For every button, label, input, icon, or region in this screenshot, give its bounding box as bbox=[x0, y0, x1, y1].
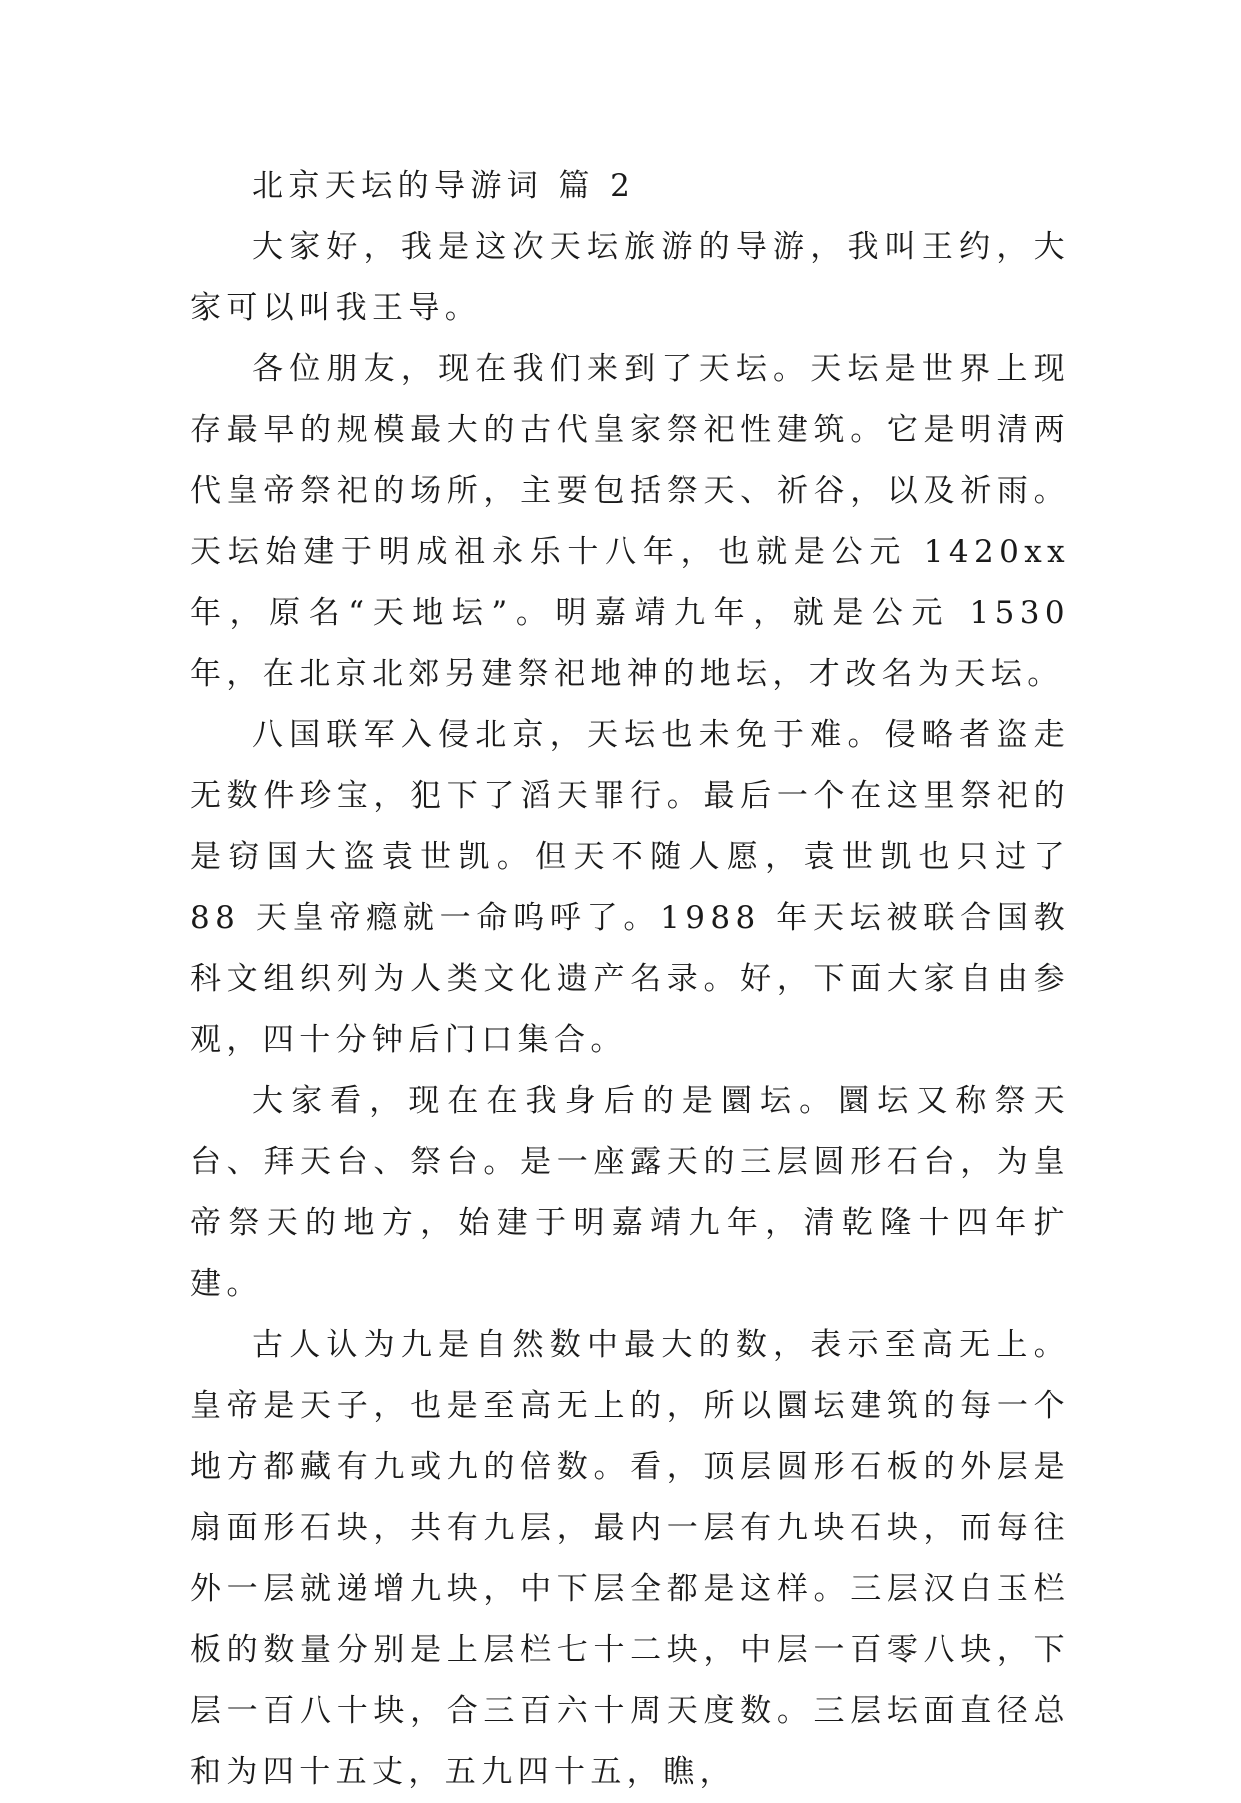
document-body bbox=[190, 156, 1070, 1803]
paragraph-invasion: 八国联军入侵北京，天坛也未免于难。侵略者盗走无数件珍宝，犯下了滔天罪行。最后一个在这里祭祀的是窃国大盗袁世凯。但天不随人愿，袁世凯也只过了 88 天皇帝瘾就一命呜呼了。1988 年天坛被联合国教科文组织列为人类文化遗产名录。好，下面大家自由参观，四十分钟后门口集合。 bbox=[190, 717, 1070, 1058]
document-title: 北京天坛的导游词 篇 2 bbox=[252, 168, 636, 204]
paragraph-greeting: 大家好，我是这次天坛旅游的导游，我叫王约，大家可以叫我王导。 bbox=[190, 229, 1070, 326]
paragraph-number-nine: 古人认为九是自然数中最大的数，表示至高无上。皇帝是天子，也是至高无上的，所以圜坛建筑的每一个地方都藏有九或九的倍数。看，顶层圆形石板的外层是扇面形石块，共有九层，最内一层有九块石块，而每往外一层就递增九块，中下层全都是这样。三层汉白玉栏板的数量分别是上层栏七十二块，中层一百零八块，下层一百八十块，合三百六十周天度数。三层坛面直径总和为四十五丈，五九四十五，瞧， bbox=[190, 1327, 1070, 1790]
paragraph-circular-mound: 大家看，现在在我身后的是圜坛。圜坛又称祭天台、拜天台、祭台。是一座露天的三层圆形石台，为皇帝祭天的地方，始建于明嘉靖九年，清乾隆十四年扩建。 bbox=[190, 1083, 1070, 1302]
paragraph-history: 各位朋友，现在我们来到了天坛。天坛是世界上现存最早的规模最大的古代皇家祭祀性建筑。它是明清两代皇帝祭祀的场所，主要包括祭天、祈谷，以及祈雨。天坛始建于明成祖永乐十八年，也就是公元 1420xx 年，原名“天地坛”。明嘉靖九年，就是公元 1530 年，在北京北郊另建祭祀地神的地坛，才改名为天坛。 bbox=[190, 351, 1070, 692]
